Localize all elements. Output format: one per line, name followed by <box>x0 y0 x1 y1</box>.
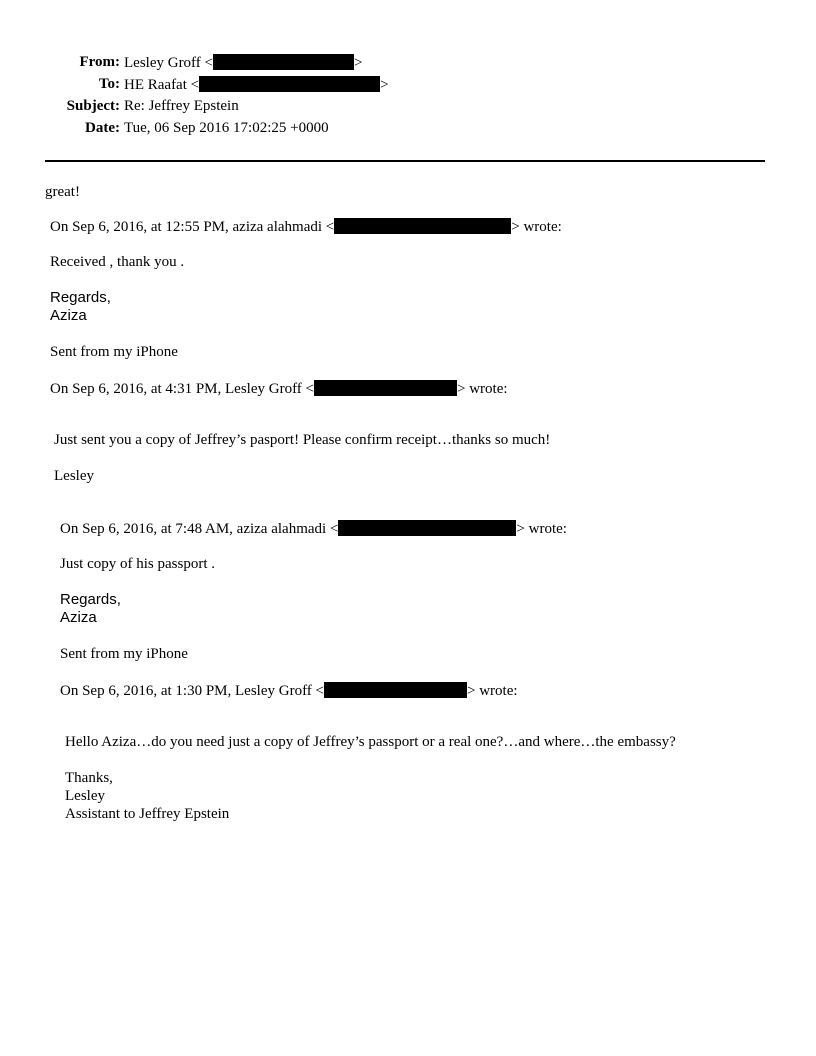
quote-header-3: On Sep 6, 2016, at 7:48 AM, aziza alahmadi < > wrote: <box>60 521 567 537</box>
quote-regards-3: Regards, <box>60 591 121 608</box>
to-name: HE Raafat < <box>124 77 200 93</box>
redaction-bar <box>338 520 516 536</box>
redaction-bar <box>324 682 467 698</box>
header-subject <box>0 98 816 120</box>
quote-header-1: On Sep 6, 2016, at 12:55 PM, aziza alahmadi < > wrote: <box>50 219 562 235</box>
quote-sign-4: Lesley <box>65 788 105 804</box>
quote-thanks-4: Thanks, <box>65 770 113 786</box>
from-value: Lesley Groff < > <box>124 55 363 71</box>
quote-text-3: Just copy of his passport . <box>60 556 215 572</box>
subject-value: Re: Jeffrey Epstein <box>124 98 239 114</box>
quote-title-4: Assistant to Jeffrey Epstein <box>65 806 230 822</box>
quote-text-1: Received , thank you . <box>50 254 185 270</box>
quote-header-4: On Sep 6, 2016, at 1:30 PM, Lesley Groff < > wrote: <box>60 683 518 699</box>
header-date <box>0 120 816 142</box>
header-to <box>0 76 816 98</box>
quote-header-2: On Sep 6, 2016, at 4:31 PM, Lesley Groff < > wrote: <box>50 381 508 397</box>
redaction-bar <box>199 76 380 92</box>
from-label: From: <box>79 54 120 70</box>
quote-regards-1: Regards, <box>50 289 111 306</box>
redaction-bar <box>334 218 511 234</box>
subject-label: Subject: <box>66 98 120 114</box>
greeting: great! <box>45 184 80 200</box>
quote-sign-2: Lesley <box>54 468 94 484</box>
to-value: HE Raafat < > <box>124 77 389 93</box>
to-label: To: <box>98 76 120 92</box>
date-value: Tue, 06 Sep 2016 17:02:25 +0000 <box>124 120 329 136</box>
header-divider <box>45 160 765 162</box>
quote-text-2: Just sent you a copy of Jeffrey’s pasport! Please confirm receipt…thanks so much! <box>54 432 551 448</box>
from-name: Lesley Groff < <box>124 55 213 71</box>
redaction-bar <box>314 380 457 396</box>
header-from <box>0 54 816 76</box>
redaction-bar <box>213 54 354 70</box>
quote-name-1: Aziza <box>50 307 87 324</box>
date-label: Date: <box>85 120 120 136</box>
quote-name-3: Aziza <box>60 609 97 626</box>
quote-sent-3: Sent from my iPhone <box>60 646 188 662</box>
quote-sent-1: Sent from my iPhone <box>50 344 178 360</box>
quote-text-4: Hello Aziza…do you need just a copy of Jeffrey’s passport or a real one?…and where…the embassy? <box>65 734 676 750</box>
